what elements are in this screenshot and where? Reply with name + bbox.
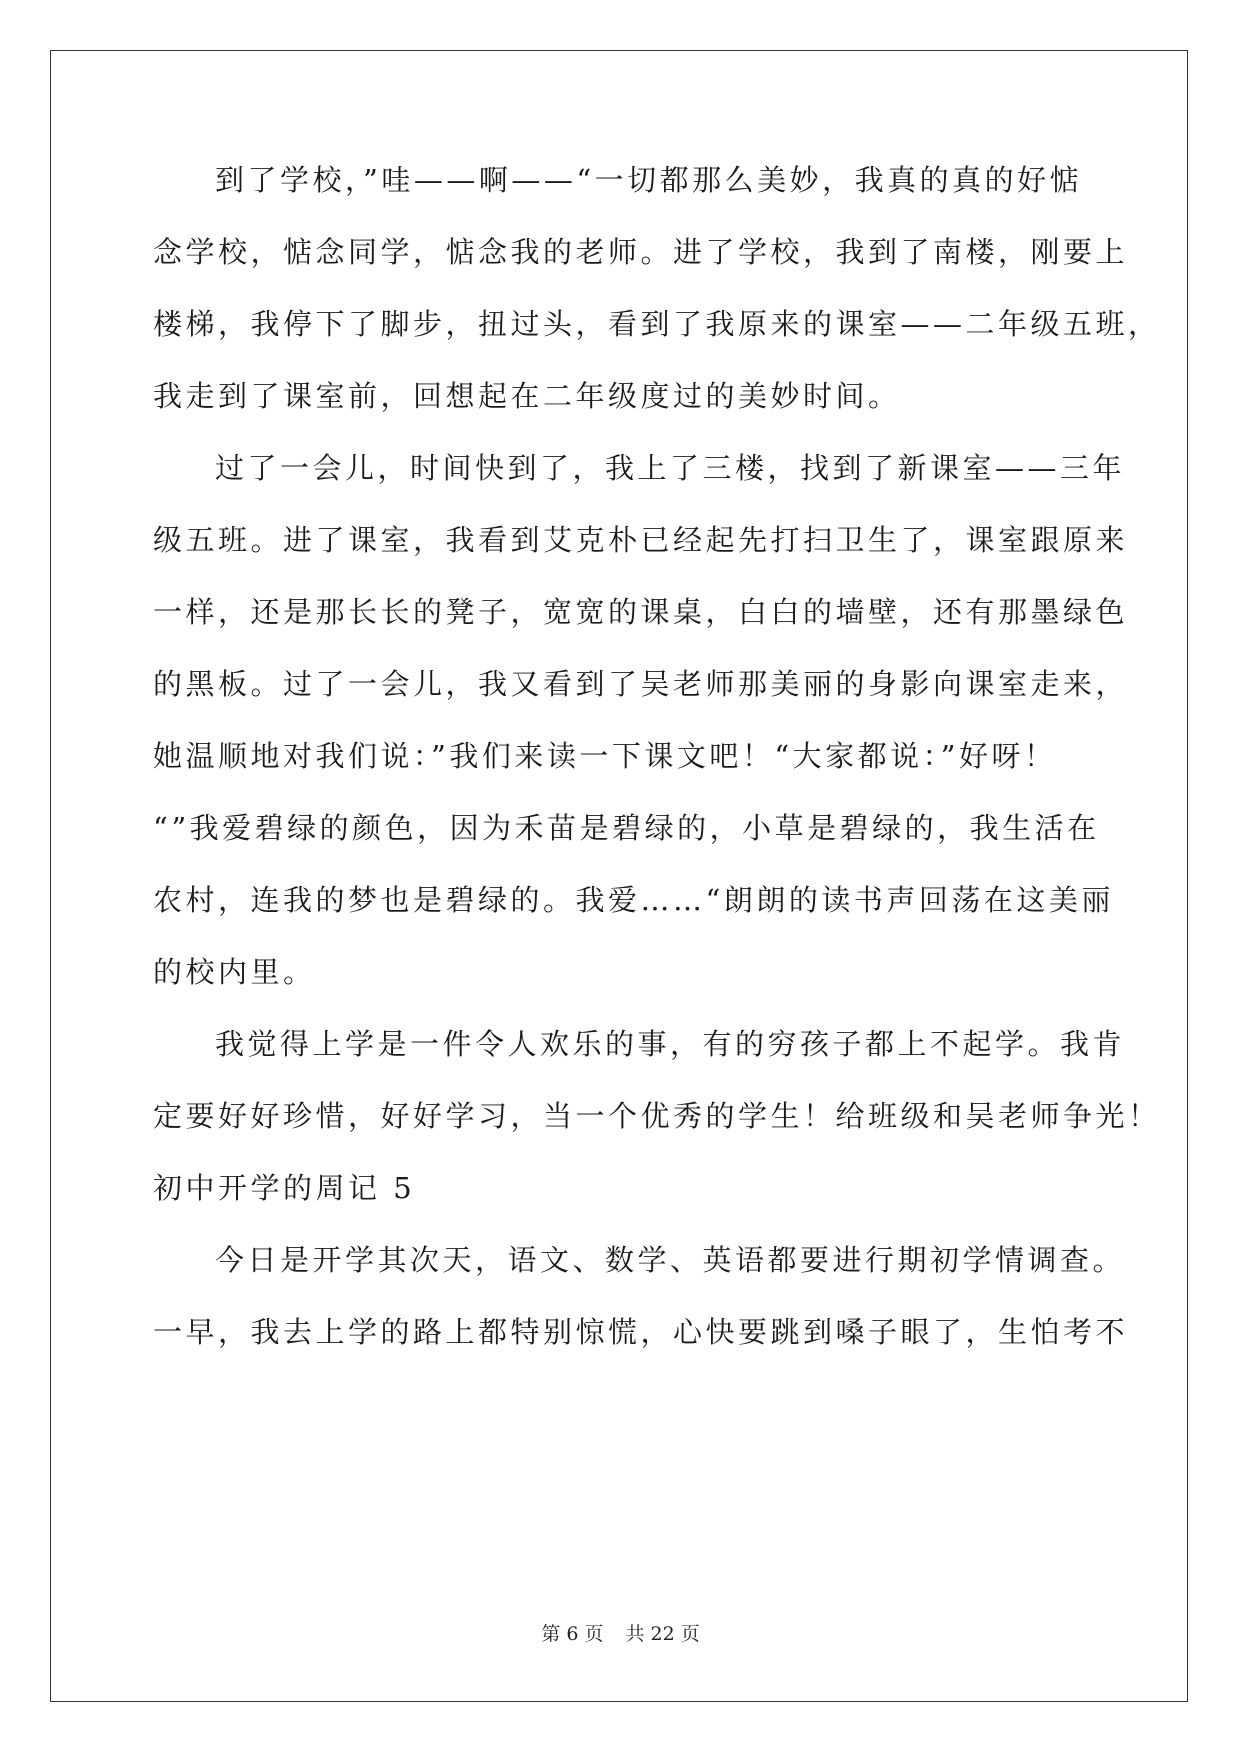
text-line: 的校内里。 [153,955,316,989]
page-footer [0,1622,1241,1646]
text-line: 到了学校，”哇——啊——“一切都那么美妙，我真的真的好惦 [215,163,1083,197]
text-line: 我觉得上学是一件令人欢乐的事，有的穷孩子都上不起学。我肯 [215,1027,1126,1061]
text-line: 一早，我去上学的路上都特别惊慌，心快要跳到嗓子眼了，生怕考不 [153,1315,1129,1349]
text-line: 定要好好珍惜，好好学习，当一个优秀的学生！给班级和吴老师争光！ [153,1099,1161,1133]
text-line: 级五班。进了课室，我看到艾克朴已经起先打扫卫生了，课室跟原来 [153,523,1129,557]
text-line: 农村，连我的梦也是碧绿的。我爱……“朗朗的读书声回荡在这美丽 [153,883,1114,917]
text-line: 她温顺地对我们说：”我们来读一下课文吧！“大家都说：”好呀！ [153,739,1057,773]
text-line: 一样，还是那长长的凳子，宽宽的课桌，白白的墙壁，还有那墨绿色 [153,595,1129,629]
section-heading: 初中开学的周记 5 [153,1171,416,1205]
page-number: 第 6 页 [541,1623,604,1645]
page-border [50,50,1188,1702]
page-total: 共 22 页 [625,1623,700,1645]
text-line: “”我爱碧绿的颜色，因为禾苗是碧绿的，小草是碧绿的，我生活在 [153,811,1100,845]
text-line: 今日是开学其次天，语文、数学、英语都要进行期初学情调查。 [215,1243,1126,1277]
text-line: 的黑板。过了一会儿，我又看到了吴老师那美丽的身影向课室走来， [153,667,1129,701]
text-line: 楼梯，我停下了脚步，扭过头，看到了我原来的课室——二年级五班， [153,307,1161,341]
text-line: 念学校，惦念同学，惦念我的老师。进了学校，我到了南楼，刚要上 [153,235,1129,269]
text-line: 我走到了课室前，回想起在二年级度过的美妙时间。 [153,379,901,413]
text-line: 过了一会儿，时间快到了，我上了三楼，找到了新课室——三年 [215,451,1126,485]
